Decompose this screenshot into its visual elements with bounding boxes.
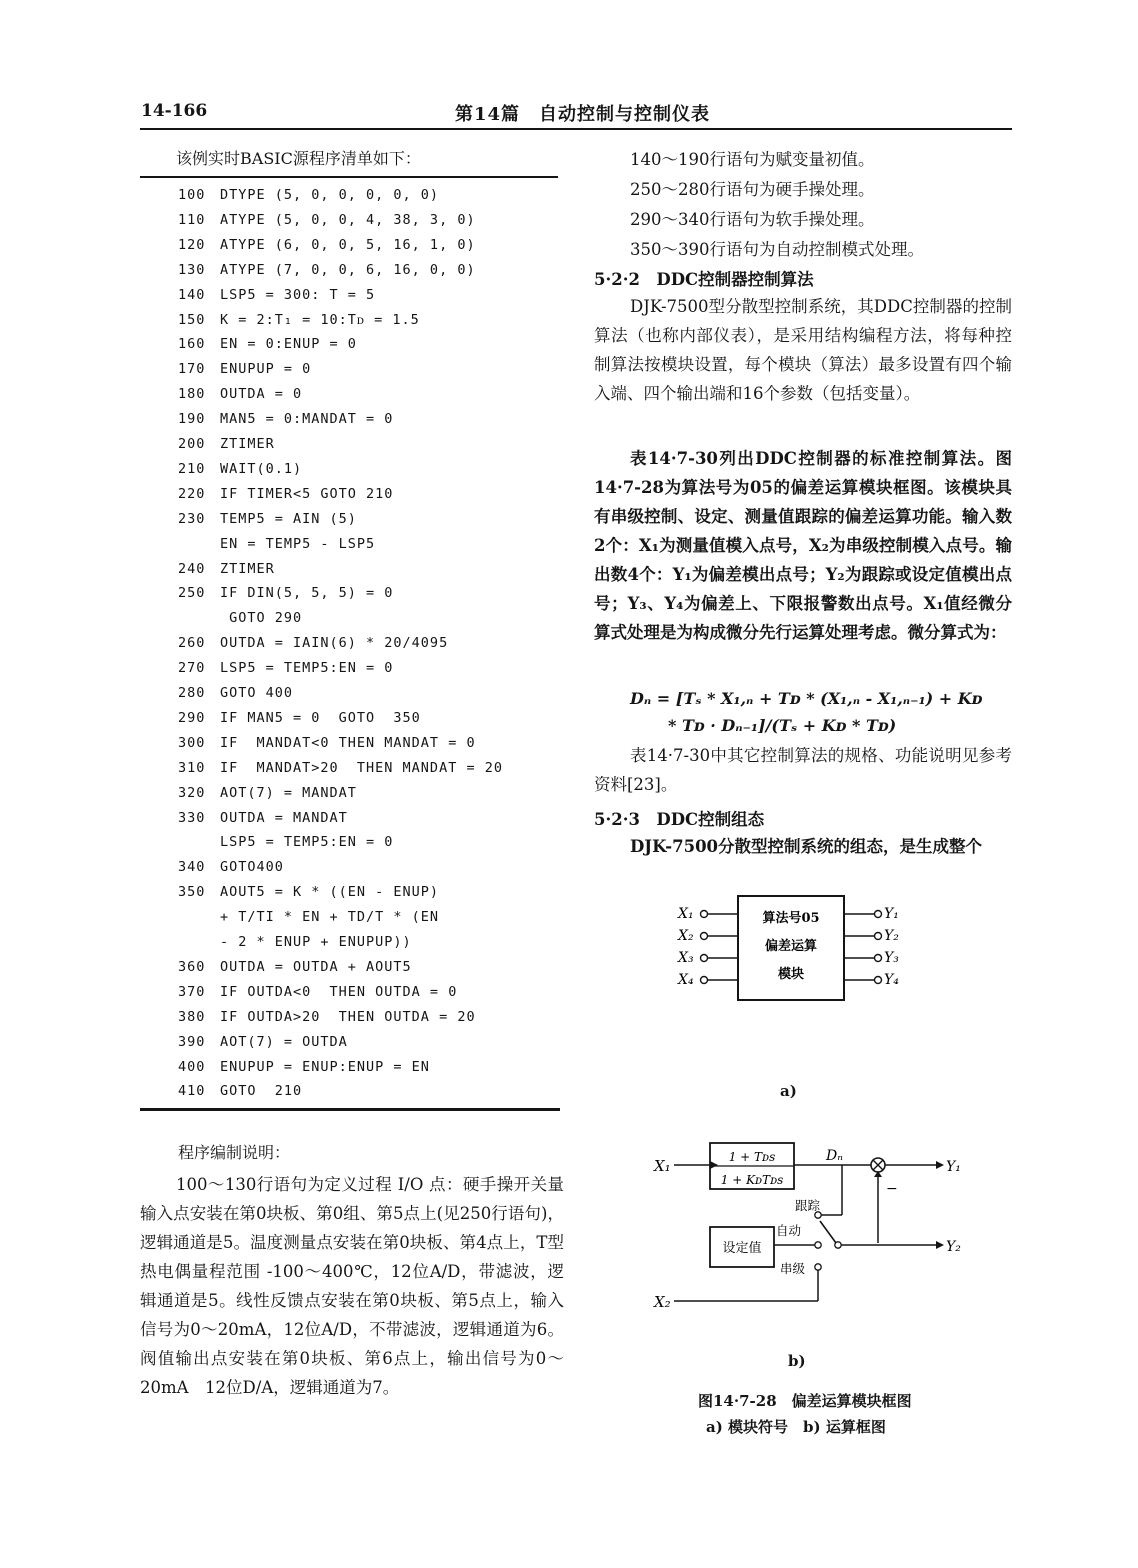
code-statement: IF MANDAT<0 THEN MANDAT = 0 [220, 735, 476, 751]
code-statement: OUTDA = OUTDA + AOUT5 [220, 959, 412, 975]
code-statement: LSP5 = TEMP5:EN = 0 [220, 660, 394, 676]
line-number: 310 [178, 760, 206, 776]
transfer-numerator: 1 + Tᴅs [728, 1150, 776, 1164]
figure-subcaption: a) 模块符号 b) 运算框图 [706, 1418, 886, 1436]
transfer-denominator: 1 + KᴅTᴅs [720, 1173, 784, 1187]
right-paragraph-3: 表14·7-30中其它控制算法的规格、功能说明见参考资料[23]。 [594, 746, 1012, 794]
line-number: 330 [178, 810, 206, 826]
line-number: 340 [178, 859, 206, 875]
line-number: 410 [178, 1083, 206, 1099]
code-statement: ZTIMER [220, 436, 275, 452]
code-statement: ATYPE (7, 0, 0, 6, 16, 0, 0) [220, 262, 476, 278]
code-statement: IF MAN5 = 0 GOTO 350 [220, 710, 421, 726]
diagram-x1: X₁ [654, 1157, 671, 1175]
line-number: 110 [178, 212, 206, 228]
line-number: 400 [178, 1059, 206, 1075]
diagram-y2: Y₂ [946, 1239, 961, 1255]
line-number: 100 [178, 187, 206, 203]
line-number: 200 [178, 436, 206, 452]
diagram-y1: Y₁ [946, 1159, 961, 1175]
code-statement: LSP5 = TEMP5:EN = 0 [220, 834, 394, 850]
line-number: 240 [178, 561, 206, 577]
code-statement: ZTIMER [220, 561, 275, 577]
code-statement: MAN5 = 0:MANDAT = 0 [220, 411, 394, 427]
line-number: 370 [178, 984, 206, 1000]
code-statement: GOTO 290 [220, 610, 303, 626]
code-statement: ENUPUP = 0 [220, 361, 312, 377]
code-statement: ATYPE (6, 0, 0, 5, 16, 1, 0) [220, 237, 476, 253]
code-statement: AOT(7) = MANDAT [220, 785, 357, 801]
module-box-line-3: 模块 [777, 967, 805, 982]
output-y2: Y₂ [884, 928, 899, 944]
setpoint-box: 设定值 [722, 1241, 762, 1256]
code-statement: IF TIMER<5 GOTO 210 [220, 486, 394, 502]
output-y1: Y₁ [884, 906, 899, 922]
line-number: 300 [178, 735, 206, 751]
line-number: 180 [178, 386, 206, 402]
code-statement: DTYPE (5, 0, 0, 0, 0, 0) [220, 187, 440, 203]
page-number: 14-166 [141, 101, 208, 121]
figure-caption: 图14·7-28 偏差运算模块框图 [698, 1392, 912, 1410]
line-number: 260 [178, 635, 206, 651]
right-paragraph-2: 表14·7-30列出DDC控制器的标准控制算法。图14·7-28为算法号为05的偏差运算模块框图。该模块具有串级控制、设定、测量值跟踪的偏差运算功能。输入数2个：X₁为测量值模入点号，X₂为串级控制模入点号。输出数4个：Y₁为偏差模出点号；Y₂为跟踪或设定值模出点号；Y₃、Y₄为偏差上、下限报警数出点号。X₁值经微分算式处理是为构成微分先行运算处理考虑。微分算式为： [594, 449, 1012, 642]
right-line-1: 140～190行语句为赋变量初值。 [630, 150, 875, 169]
label-track: 跟踪 [795, 1198, 821, 1213]
section-title: 第14篇 自动控制与控制仪表 [455, 104, 711, 125]
line-number: 360 [178, 959, 206, 975]
right-line-3: 290～340行语句为软手操处理。 [630, 210, 875, 229]
line-number: 230 [178, 511, 206, 527]
code-statement: - 2 * ENUP + ENUPUP)) [220, 934, 412, 950]
code-statement: EN = TEMP5 - LSP5 [220, 536, 376, 552]
output-y4: Y₄ [884, 972, 899, 988]
code-statement: GOTO 400 [220, 685, 294, 701]
output-y3: Y₃ [884, 950, 899, 966]
section-heading-523: 5·2·3 DDC控制组态 [594, 810, 765, 829]
line-number: 190 [178, 411, 206, 427]
figure-b-label: b) [788, 1352, 806, 1370]
line-number: 250 [178, 585, 206, 601]
input-x3: X₃ [678, 950, 694, 966]
line-number: 210 [178, 461, 206, 477]
code-statement: IF OUTDA>20 THEN OUTDA = 20 [220, 1009, 476, 1025]
code-rule-bottom [140, 1108, 560, 1111]
code-statement: TEMP5 = AIN (5) [220, 511, 357, 527]
code-statement: GOTO400 [220, 859, 284, 875]
diagram-x2: X₂ [654, 1293, 671, 1311]
line-number: 270 [178, 660, 206, 676]
code-statement: IF OUTDA<0 THEN OUTDA = 0 [220, 984, 458, 1000]
module-inputs [677, 906, 738, 988]
line-number: 380 [178, 1009, 206, 1025]
line-number: 280 [178, 685, 206, 701]
code-statement: ATYPE (5, 0, 0, 4, 38, 3, 0) [220, 212, 476, 228]
line-number: 170 [178, 361, 206, 377]
line-number: 290 [178, 710, 206, 726]
notes-title: 程序编制说明： [178, 1143, 291, 1162]
section-heading-522: 5·2·2 DDC控制器控制算法 [594, 270, 814, 289]
code-statement: AOT(7) = OUTDA [220, 1034, 348, 1050]
right-paragraph-4: DJK-7500分散型控制系统的组态，是生成整个 [630, 837, 983, 856]
code-statement: OUTDA = IAIN(6) * 20/4095 [220, 635, 449, 651]
formula-line-1: Dₙ = [Tₛ * X₁,ₙ + Tᴅ * (X₁,ₙ - X₁,ₙ₋₁) + Kᴅ [630, 689, 983, 708]
module-symbol-diagram [660, 890, 930, 1010]
right-paragraph-1: DJK-7500型分散型控制系统，其DDC控制器的控制算法（也称内部仪表），是采用结构编程方法，将每种控制算法按模块设置，每个模块（算法）最多设置有四个输入端、四个输出端和16个参数（包括变量）。 [594, 297, 1012, 403]
line-number: 220 [178, 486, 206, 502]
label-auto: 自动 [776, 1223, 802, 1238]
code-statement: WAIT(0.1) [220, 461, 303, 477]
code-statement: EN = 0:ENUP = 0 [220, 336, 357, 352]
module-box-line-1: 算法号05 [762, 911, 820, 926]
right-line-2: 250～280行语句为硬手操处理。 [630, 180, 875, 199]
code-intro: 该例实时BASIC源程序清单如下： [176, 149, 421, 168]
code-statement: OUTDA = 0 [220, 386, 303, 402]
notes-paragraph: 100～130行语句为定义过程 I/O 点：硬手操开关量输入点安装在第0块板、第0组、第5点上(见250行语句)，逻辑通道是5。温度测量点安装在第0块板、第4点上，T型热电偶量程范围 -100～400℃，12位A/D，带滤波，逻辑通道是5。线性反馈点安装在第0块板、第5点上，输入信号为0～20mA，12位A/D，不带滤波，逻辑通道为6。阀值输出点安装在第0块板、第6点上，输出信号为0～20mA 12位D/A，逻辑通道为7。 [140, 1175, 564, 1397]
module-box-line-2: 偏差运算 [764, 939, 818, 954]
code-statement: AOUT5 = K * ((EN - ENUP) [220, 884, 440, 900]
input-x2: X₂ [678, 928, 694, 944]
line-number: 150 [178, 312, 206, 328]
line-number: 390 [178, 1034, 206, 1050]
line-number: 130 [178, 262, 206, 278]
diagram-minus: − [886, 1181, 898, 1197]
code-statement: GOTO 210 [220, 1083, 303, 1099]
right-line-4: 350～390行语句为自动控制模式处理。 [630, 240, 924, 259]
code-statement: K = 2:T₁ = 10:Tᴅ = 1.5 [220, 312, 420, 328]
line-number: 160 [178, 336, 206, 352]
module-outputs [844, 906, 899, 988]
label-cascade: 串级 [780, 1261, 806, 1276]
line-number: 140 [178, 287, 206, 303]
operation-block-diagram [650, 1135, 980, 1315]
line-number: 350 [178, 884, 206, 900]
code-statement: OUTDA = MANDAT [220, 810, 348, 826]
line-number: 320 [178, 785, 206, 801]
input-x4: X₄ [678, 972, 694, 988]
code-statement: LSP5 = 300: T = 5 [220, 287, 376, 303]
code-statement: IF DIN(5, 5, 5) = 0 [220, 585, 394, 601]
formula-line-2: * Tᴅ · Dₙ₋₁]/(Tₛ + Kᴅ * Tᴅ) [668, 716, 897, 735]
code-statement: IF MANDAT>20 THEN MANDAT = 20 [220, 760, 503, 776]
code-statement: ENUPUP = ENUP:ENUP = EN [220, 1059, 430, 1075]
diagram-dn: Dₙ [826, 1148, 843, 1164]
input-x1: X₁ [678, 906, 694, 922]
code-listing [0, 0, 570, 1120]
code-statement: + T/TI * EN + TD/T * (EN [220, 909, 440, 925]
figure-a-label: a) [780, 1082, 797, 1100]
line-number: 120 [178, 237, 206, 253]
